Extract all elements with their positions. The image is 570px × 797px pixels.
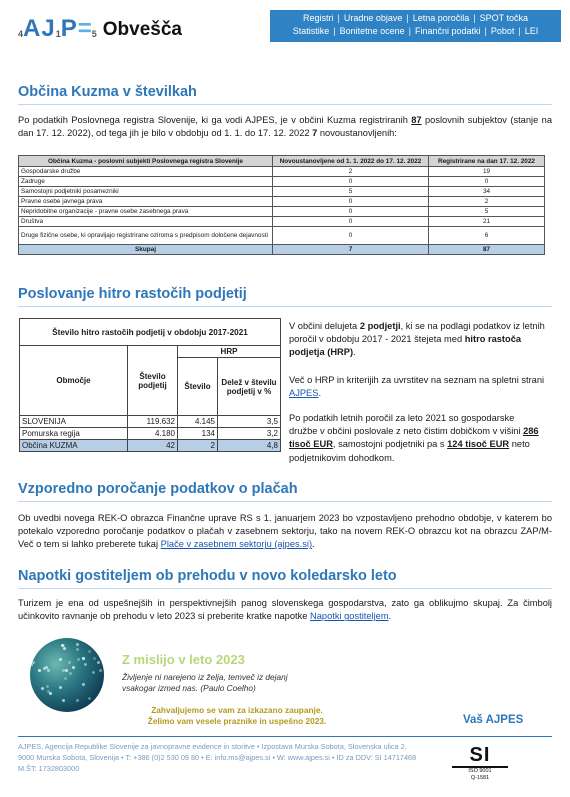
ornament-sparkle [72, 666, 75, 669]
ornament-sparkle [69, 672, 72, 675]
cell-value: 2 [429, 197, 545, 207]
text: Po podatkih Poslovnega registra Slovenije, ki ga vodi AJPES, je v občini Kuzma registriranih [18, 115, 412, 125]
nav-separator: | [408, 26, 411, 36]
nav-separator: | [484, 26, 487, 36]
cell-value: 2 [273, 167, 429, 177]
logo-letter: P [60, 15, 78, 42]
ornament-sparkle [77, 658, 80, 661]
section-heading-hosts: Napotki gostiteljem ob prehodu v novo koledarsko leto [18, 568, 397, 584]
footer-line: AJPES, Agencija Republike Slovenije za javnopravne evidence in storitve • Izpostava Murska Sobota, Slovenska ulica 2, [18, 742, 407, 751]
row-label: Občina KUZMA [20, 440, 128, 452]
nav-separator: | [473, 13, 476, 23]
ornament-sparkle [36, 639, 39, 642]
ornament-sparkle [97, 661, 100, 664]
cell-value: 4.145 [178, 416, 218, 428]
hosts-paragraph [18, 597, 552, 623]
ornament-sparkle [36, 703, 39, 706]
cert-text: Q-1581 [470, 775, 490, 781]
ornament-sparkle [41, 687, 44, 690]
nav-link-letna-poro-ila[interactable]: Letna poročila [412, 13, 470, 23]
nav-separator: | [337, 13, 340, 23]
quote-line: Življenje ni narejeno iz želja, temveč iz dejanj [122, 672, 288, 682]
row-label: Pravne osebe javnega prava [19, 197, 273, 207]
cell-value: 19 [429, 167, 545, 177]
ajpes-logo[interactable] [18, 10, 182, 42]
cell-value: 3,2 [218, 428, 281, 440]
header [18, 8, 552, 44]
ornament-sparkle [98, 703, 101, 706]
divider [18, 501, 552, 502]
highlight-value: 2 podjetji [359, 321, 401, 331]
cell-value: 5 [429, 207, 545, 217]
divider [18, 104, 552, 105]
text: . [318, 388, 322, 399]
footer-line: 9000 Murska Sobota, Slovenija • T: +386 (0)2 530 09 80 • E: info.ms@ajpes.si • W: www.ajpes.si • ID za DDV: SI 14717468 [18, 753, 417, 762]
cell-value: 119.632 [128, 416, 178, 428]
highlight-value: 87 [411, 115, 422, 125]
section-heading-salaries: Vzporedno poročanje podatkov o plačah [18, 481, 298, 497]
hrp-table [19, 318, 281, 452]
wish-line: Želimo vam vesele praznike in uspešno 2023. [147, 716, 327, 726]
column-header: Delež v številu podjetij v % [218, 358, 281, 416]
ornament-sparkle [62, 669, 65, 672]
table-row [19, 187, 545, 197]
cell-value: 0 [273, 197, 429, 207]
row-label: Zadruge [19, 177, 273, 187]
highlight-value: hitro rastoča podjetja (HRP) [289, 334, 522, 358]
ornament-sparkle [59, 686, 62, 689]
ornament-sparkle [76, 648, 79, 651]
column-header: Novoustanovljene od 1. 1. 2022 do 17. 12. 2022 [273, 156, 429, 167]
ornament-sparkle [59, 658, 62, 661]
section-heading-kuzma: Občina Kuzma v številkah [18, 84, 197, 100]
total-value: 87 [429, 245, 545, 255]
ornament-sparkle [47, 669, 50, 672]
table-row [20, 416, 281, 428]
section-heading-hrp: Poslovanje hitro rastočih podjetij [18, 286, 247, 302]
table-row [19, 177, 545, 187]
ornament-sparkle [63, 647, 66, 650]
row-label: Društva [19, 217, 273, 227]
greeting-quote [122, 672, 288, 693]
cell-value: 42 [128, 440, 178, 452]
text: . [353, 347, 356, 358]
ornament-sparkle [68, 661, 71, 664]
row-label: Pomurska regija [20, 428, 128, 440]
quote-line: vsakogar izmed nas. (Paulo Coelho) [122, 682, 256, 693]
ornament-sparkle [82, 657, 85, 660]
salaries-paragraph [18, 512, 552, 552]
table-row [19, 217, 545, 227]
nav-link-uradne-objave[interactable]: Uradne objave [343, 13, 403, 23]
cell-value: 34 [429, 187, 545, 197]
column-header: Število podjetij [128, 346, 178, 416]
table-row [20, 440, 281, 452]
nav-link-lei[interactable]: LEI [524, 26, 539, 36]
table-total-row [19, 245, 545, 255]
cell-value: 134 [178, 428, 218, 440]
salaries-link[interactable]: Plače v zasebnem sektorju (ajpes.si) [160, 539, 313, 550]
ornament-sparkle [65, 669, 68, 672]
text: novoustanovljenih: [317, 128, 397, 139]
ornament-sparkle [45, 666, 48, 669]
total-label: Skupaj [19, 245, 273, 255]
ornament-sparkle [49, 692, 52, 695]
nav-link-finan-ni-podatki[interactable]: Finančni podatki [414, 26, 481, 36]
nav-link-spot-to-ka[interactable]: SPOT točka [479, 13, 528, 23]
ornament-sparkle [84, 663, 87, 666]
cell-value: 0 [273, 207, 429, 217]
hrp-text-2 [289, 374, 545, 400]
nav-row-1 [274, 12, 557, 25]
table-row [19, 227, 545, 245]
cell-value: 5 [273, 187, 429, 197]
nav-link-registri[interactable]: Registri [303, 13, 334, 23]
ornament-sparkle [99, 669, 102, 672]
cell-value: 3,5 [218, 416, 281, 428]
footer-contact [18, 741, 448, 774]
nav-row-2 [274, 25, 557, 38]
cell-value: 0 [429, 177, 545, 187]
text: Ob uvedbi novega REK-O obrazca Finančne uprave RS s 1. januarjem 2023 bo vzpostavljeno prehodno obdobje, v katerem bo potekalo vzporedno poročanje podatkov o plačah v zasebnem sektorju, tako na novem REK-O obrazcu kot na obrazcu ZAP/M- Več o tem si lahko preberete tukaj [18, 513, 552, 550]
hosts-link[interactable]: Napotki gostiteljem [310, 611, 389, 622]
text: Po podatkih letnih poročil za leto 2021 so gospodarske družbe v občini poslovale z neto čistim dobičkom v višini [289, 413, 524, 437]
festive-ornament-image [30, 638, 104, 712]
logo-equals: = [77, 15, 92, 42]
text: . [312, 539, 315, 550]
ornament-sparkle [46, 685, 49, 688]
ornament-sparkle [92, 671, 95, 674]
greeting-wishes [122, 705, 352, 727]
divider [18, 588, 552, 589]
nav-separator: | [333, 26, 336, 36]
highlight-value: 7 [312, 128, 318, 139]
ornament-sparkle [62, 699, 65, 702]
cell-value: 6 [429, 227, 545, 245]
ornament-sparkle [38, 669, 41, 672]
table-caption: Število hitro rastočih podjetij v obdobju 2017-2021 [20, 319, 281, 346]
text: Več o HRP in kriterijih za uvrstitev na seznam na spletni strani [289, 375, 545, 385]
logo-digit: 1 [55, 29, 61, 39]
highlight-value: 124 tisoč EUR [447, 439, 510, 450]
iso-certificate-logo [450, 744, 510, 788]
row-label: Samostojni podjetniki posamezniki [19, 187, 273, 197]
column-header: Število [178, 358, 218, 416]
ornament-sparkle [93, 657, 96, 660]
logo-letter: A [23, 15, 42, 42]
cert-text: ISO 9001 [468, 768, 492, 774]
hrp-text-1 [289, 320, 545, 360]
column-header: Registrirane na dan 17. 12. 2022 [429, 156, 545, 167]
cell-value: 21 [429, 217, 545, 227]
text: , ki se na podlagi podatkov iz letnih poročil v obdobju 2017 - 2021 štejeta med [289, 321, 545, 345]
nav-link-statistike[interactable]: Statistike [292, 26, 330, 36]
text: Turizem je ena od uspešnejših in perspektivnejših panog slovenskega gospodarstva, zato ga oblikujmo skupaj. Za čimbolj učinkovito ravnanje ob prehodu v leto 2023 si preberite kratke napotke [18, 598, 552, 622]
row-label: Nepridobitne organizacije - pravne osebe zasebnega prava [19, 207, 273, 217]
highlight-value: 286 tisoč EUR [289, 426, 539, 450]
ornament-sparkle [88, 697, 91, 700]
row-label: SLOVENIJA [20, 416, 128, 428]
cell-value: 2 [178, 440, 218, 452]
ornament-sparkle [64, 677, 67, 680]
column-header: Območje [20, 346, 128, 416]
row-label: Gospodarske družbe [19, 167, 273, 177]
divider [18, 306, 552, 307]
ornament-sparkle [76, 699, 79, 702]
cert-mark: SI [452, 744, 508, 768]
business-entities-table [18, 155, 545, 255]
footer-divider [18, 736, 552, 737]
nav-separator: | [406, 13, 409, 23]
text: , samostojni podjetniki pa s [332, 439, 448, 450]
table-row [20, 428, 281, 440]
footer-line: M.ŠT: 1732803000 [18, 764, 80, 773]
nav-separator: | [518, 26, 521, 36]
row-label: Druge fizične osebe, ki opravljajo registrirane oziroma s predpisom določene dejavnosti [19, 227, 273, 245]
greeting-signature: Vaš AJPES [463, 714, 524, 726]
ajpes-link[interactable]: AJPES [289, 388, 319, 399]
text: V občini delujeta [289, 321, 360, 331]
cell-value: 0 [273, 177, 429, 187]
text: . [388, 611, 392, 622]
text: poslovnih subjektov (stanje na dan 17. 12. 2022), od tega jih je bilo v obdobju od 1. 1. do 17. 12. 2022 [18, 115, 552, 139]
nav-menu [270, 10, 561, 42]
cell-value: 0 [273, 217, 429, 227]
table-row [19, 167, 545, 177]
intro-paragraph [18, 114, 552, 140]
table-row [19, 207, 545, 217]
column-header: Občina Kuzma - poslovni subjekti Poslovnega registra Slovenije [19, 156, 273, 167]
logo-digit: 5 [91, 29, 97, 39]
ornament-sparkle [82, 683, 85, 686]
nav-link-pobot[interactable]: Pobot [490, 26, 515, 36]
greeting-title: Z mislijo v leto 2023 [122, 652, 245, 667]
logo-digit: 4 [18, 29, 24, 39]
column-header: HRP [178, 346, 281, 358]
wish-line: Zahvaljujemo se vam za izkazano zaupanje. [151, 705, 323, 715]
logo-letter: J [41, 15, 56, 42]
cell-value: 0 [273, 227, 429, 245]
ornament-sparkle [76, 643, 79, 646]
ornament-sparkle [88, 650, 91, 653]
newsletter-title: Obvešča [102, 19, 183, 40]
cell-value: 4,8 [218, 440, 281, 452]
table-header-row [19, 156, 545, 167]
total-value: 7 [273, 245, 429, 255]
hrp-text-3 [289, 412, 545, 465]
table-row [19, 197, 545, 207]
cell-value: 4.180 [128, 428, 178, 440]
text: neto podjetnikovim dohodkom. [289, 439, 530, 463]
nav-link-bonitetne-ocene[interactable]: Bonitetne ocene [339, 26, 405, 36]
